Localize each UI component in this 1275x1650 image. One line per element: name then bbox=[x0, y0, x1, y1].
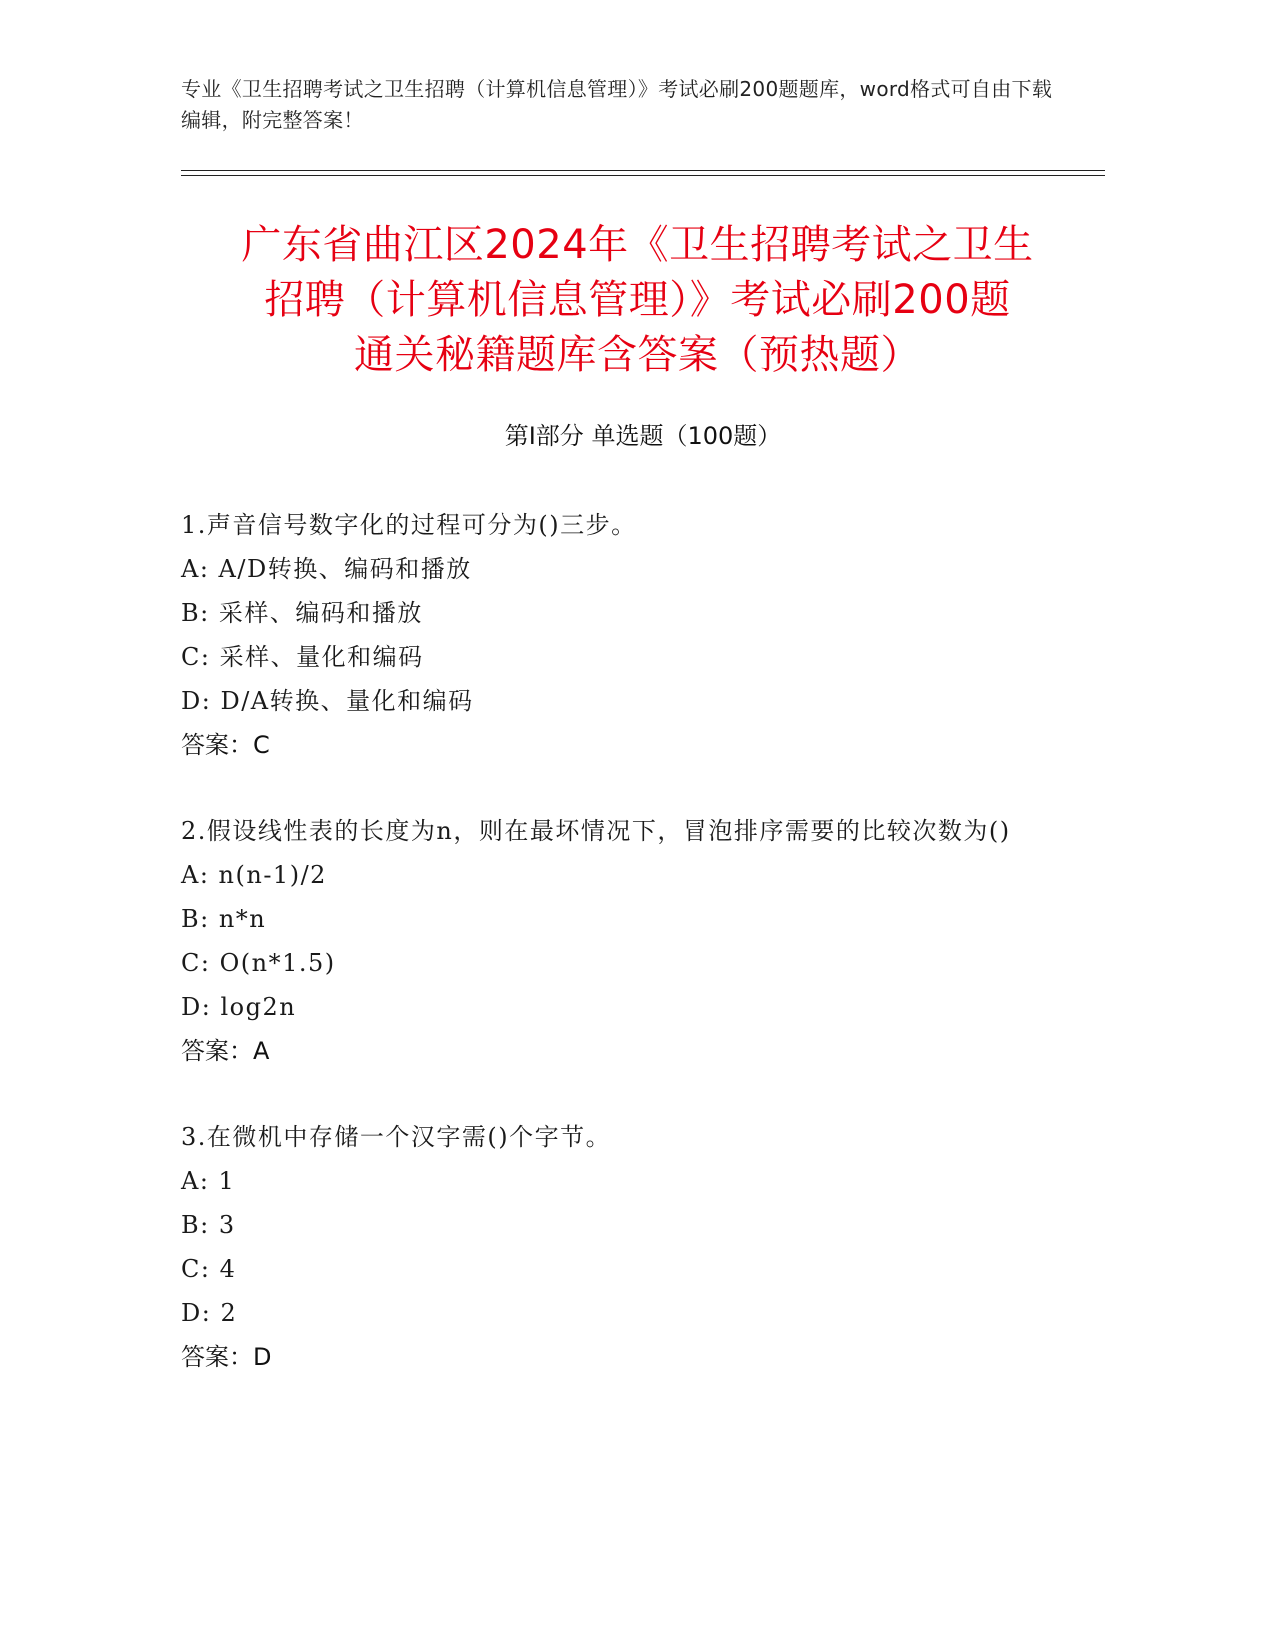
question-item bbox=[181, 809, 1051, 1073]
option-d: D: 2 bbox=[181, 1299, 238, 1327]
question-stem: 1.声音信号数字化的过程可分为()三步。 bbox=[181, 511, 637, 539]
question-item bbox=[181, 1115, 1051, 1379]
option-c: C: 采样、量化和编码 bbox=[181, 643, 424, 671]
document-title bbox=[150, 218, 1125, 383]
title-line-2: 招聘（计算机信息管理）》考试必刷200题 bbox=[264, 277, 1011, 323]
option-b: B: 采样、编码和播放 bbox=[181, 599, 423, 627]
option-b: B: 3 bbox=[181, 1211, 236, 1239]
question-list bbox=[181, 503, 1051, 1421]
header-note: 专业《卫生招聘考试之卫生招聘（计算机信息管理）》考试必刷200题题库，word格式可自由下载编辑，附完整答案！ bbox=[181, 77, 1053, 132]
header-rule-top bbox=[181, 170, 1105, 171]
question-stem: 2.假设线性表的长度为n，则在最坏情况下，冒泡排序需要的比较次数为() bbox=[181, 817, 1011, 845]
option-d: D: log2n bbox=[181, 993, 297, 1021]
question-item bbox=[181, 503, 1051, 767]
question-answer: 答案：A bbox=[181, 1037, 270, 1065]
option-a: A: n(n-1)/2 bbox=[181, 861, 327, 889]
option-c: C: 4 bbox=[181, 1255, 237, 1283]
option-c: C: O(n*1.5) bbox=[181, 949, 336, 977]
option-b: B: n*n bbox=[181, 905, 267, 933]
option-a: A: 1 bbox=[181, 1167, 236, 1195]
title-line-3: 通关秘籍题库含答案（预热题） bbox=[354, 332, 921, 378]
section-title: 第Ⅰ部分 单选题（100题） bbox=[504, 422, 782, 450]
option-a: A: A/D转换、编码和播放 bbox=[181, 555, 472, 583]
question-answer: 答案：D bbox=[181, 1343, 272, 1371]
title-line-1: 广东省曲江区2024年《卫生招聘考试之卫生 bbox=[241, 222, 1034, 268]
question-answer: 答案：C bbox=[181, 731, 270, 759]
header-rule-bottom bbox=[181, 175, 1105, 176]
option-d: D: D/A转换、量化和编码 bbox=[181, 687, 474, 715]
question-stem: 3.在微机中存储一个汉字需()个字节。 bbox=[181, 1123, 612, 1151]
